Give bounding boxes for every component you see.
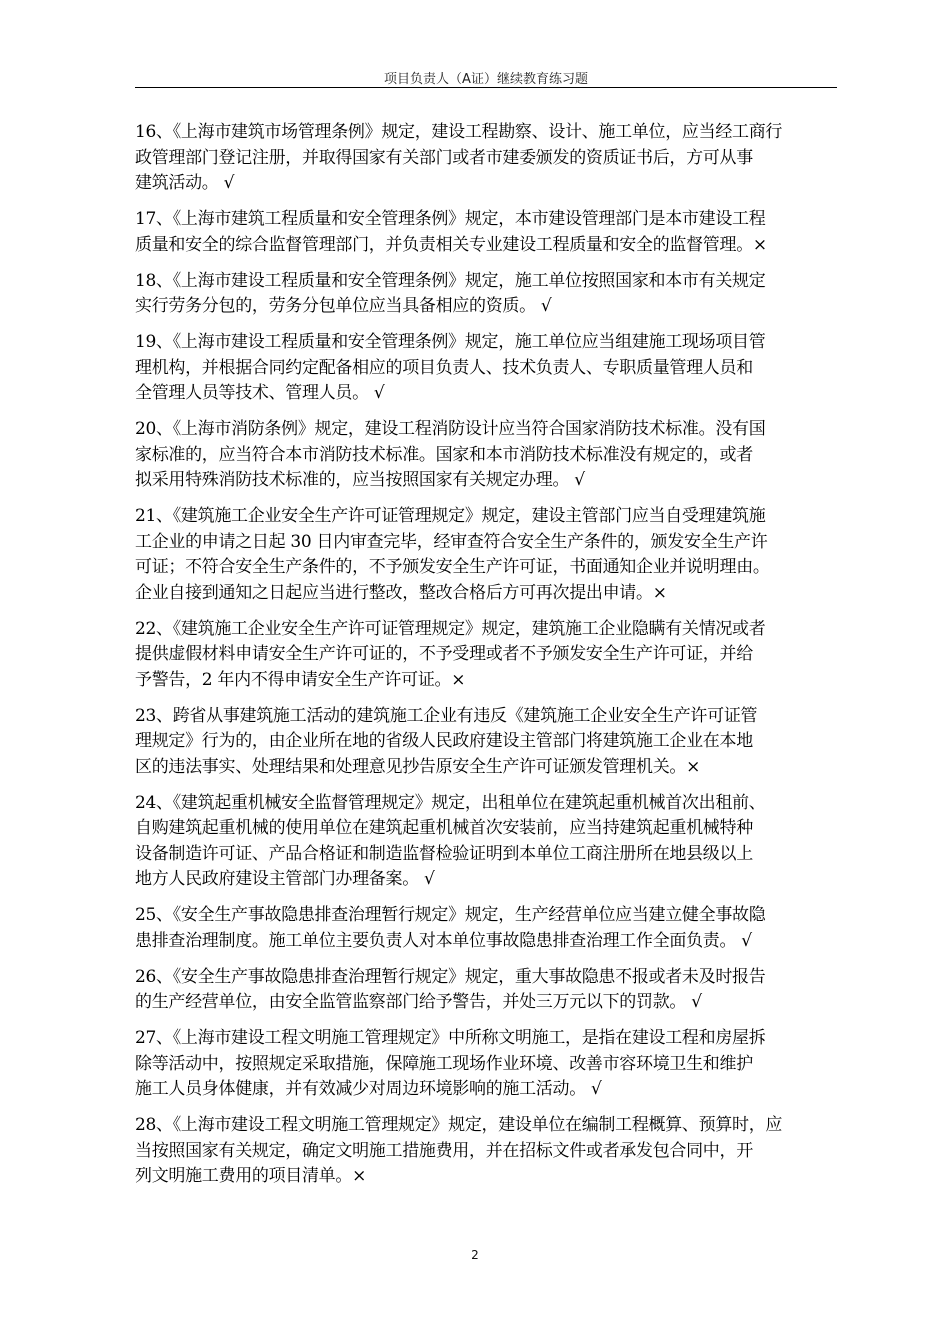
page-number: 2 xyxy=(471,1248,479,1262)
question-18: 18、《上海市建设工程质量和安全管理条例》规定，施工单位按照国家和本市有关规定 实行劳务分包的，劳务分包单位应当具备相应的资质。 √ xyxy=(135,270,766,316)
question-25: 25、《安全生产事故隐患排查治理暂行规定》规定，生产经营单位应当建立健全事故隐 患排查治理制度。施工单位主要负责人对本单位事故隐患排查治理工作全面负责。 √ xyxy=(135,905,766,951)
question-22: 22、《建筑施工企业安全生产许可证管理规定》规定，建筑施工企业隐瞒有关情况或者 提供虚假材料申请安全生产许可证的，不予受理或者不予颁发安全生产许可证，并给 予警告，2 年内不得申请安全生产许可证。× xyxy=(135,618,766,690)
question-23: 23、跨省从事建筑施工活动的建筑施工企业有违反《建筑施工企业安全生产许可证管 理规定》行为的，由企业所在地的省级人民政府建设主管部门将建筑施工企业在本地 区的违法事实、处理结果和处理意见抄告原安全生产许可证颁发管理机关。× xyxy=(135,705,758,777)
page-header: 项目负责人（A证）继续教育练习题 xyxy=(384,72,588,87)
question-24: 24、《建筑起重机械安全监督管理规定》规定，出租单位在建筑起重机械首次出租前、 自购建筑起重机械的使用单位在建筑起重机械首次安装前，应当持建筑起重机械特种 设备制造许可证、产品合格证和制造监督检验证明到本单位工商注册所在地县级以上 地方人民政府建设主管部门办理备案。 √ xyxy=(135,792,766,889)
question-16: 16、《上海市建筑市场管理条例》规定，建设工程勘察、设计、施工单位，应当经工商行 政管理部门登记注册，并取得国家有关部门或者市建委颁发的资质证书后，方可从事 建筑活动。 √ xyxy=(135,122,783,193)
question-27: 27、《上海市建设工程文明施工管理规定》中所称文明施工，是指在建设工程和房屋拆 除等活动中，按照规定采取措施，保障施工现场作业环境、改善市容环境卫生和维护 施工人员身体健康，并有效减少对周边环境影响的施工活动。 √ xyxy=(135,1028,766,1099)
header-divider xyxy=(135,87,837,88)
question-list xyxy=(135,120,841,1200)
question-26: 26、《安全生产事故隐患排查治理暂行规定》规定，重大事故隐患不报或者未及时报告 的生产经营单位，由安全监管监察部门给予警告，并处三万元以下的罚款。 √ xyxy=(135,966,766,1012)
question-21: 21、《建筑施工企业安全生产许可证管理规定》规定，建设主管部门应当自受理建筑施 工企业的申请之日起 30 日内审查完毕，经审查符合安全生产条件的，颁发安全生产许 可证；不符合安全生产条件的，不予颁发安全生产许可证，书面通知企业并说明理由。 企业自接到通知之日起应当进行整改，整改合格后方可再次提出申请。× xyxy=(135,506,770,603)
question-19: 19、《上海市建设工程质量和安全管理条例》规定，施工单位应当组建施工现场项目管 理机构，并根据合同约定配备相应的项目负责人、技术负责人、专职质量管理人员和 全管理人员等技术、管理人员。 √ xyxy=(135,332,766,403)
question-20: 20、《上海市消防条例》规定，建设工程消防设计应当符合国家消防技术标准。没有国 家标准的，应当符合本市消防技术标准。国家和本市消防技术标准没有规定的，或者 拟采用特殊消防技术标准的，应当按照国家有关规定办理。 √ xyxy=(135,419,766,490)
question-17: 17、《上海市建筑工程质量和安全管理条例》规定，本市建设管理部门是本市建设工程 质量和安全的综合监督管理部门，并负责相关专业建设工程质量和安全的监督管理。× xyxy=(135,209,767,255)
question-28: 28、《上海市建设工程文明施工管理规定》规定，建设单位在编制工程概算、预算时，应 当按照国家有关规定，确定文明施工措施费用，并在招标文件或者承发包合同中，开 列文明施工费用的项目清单。× xyxy=(135,1115,783,1186)
